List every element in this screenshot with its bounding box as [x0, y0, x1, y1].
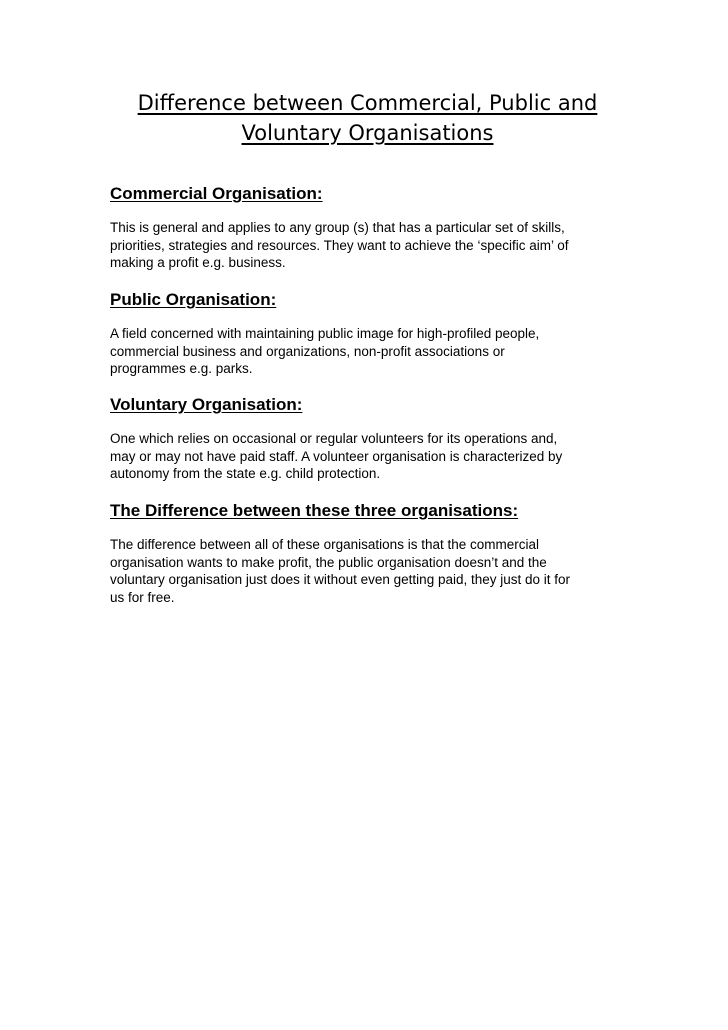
paragraph-line: autonomy from the state e.g. child protection. [110, 466, 381, 481]
section-paragraph [110, 430, 630, 483]
paragraph-line: commercial business and organizations, non-profit associations or [110, 343, 505, 359]
section-public-organisation [110, 289, 630, 378]
section-commercial-organisation [110, 183, 630, 272]
paragraph-line: may or may not have paid staff. A volunteer organisation is characterized by [110, 448, 563, 464]
section-paragraph [110, 325, 630, 378]
paragraph-line: The difference between all of these organisations is that the commercial [110, 537, 539, 552]
document-title [110, 88, 625, 148]
paragraph-line: One which relies on occasional or regular volunteers for its operations and, [110, 431, 558, 446]
section-voluntary-organisation [110, 394, 630, 483]
paragraph-line: making a profit e.g. business. [110, 255, 286, 270]
paragraph-line: organisation wants to make profit, the public organisation doesn’t and the [110, 554, 547, 570]
section-heading: Voluntary Organisation: [110, 395, 303, 414]
section-paragraph [110, 219, 630, 272]
section-heading: The Difference between these three organisations: [110, 501, 519, 520]
paragraph-line: priorities, strategies and resources. They want to achieve the ‘specific aim’ of [110, 237, 569, 253]
title-line: Voluntary Organisations [241, 121, 494, 145]
paragraph-line: A field concerned with maintaining public image for high-profiled people, [110, 326, 540, 341]
section-paragraph [110, 536, 630, 606]
paragraph-line: us for free. [110, 589, 175, 605]
paragraph-line: This is general and applies to any group (s) that has a particular set of skills, [110, 220, 565, 235]
section-heading: Public Organisation: [110, 290, 277, 309]
paragraph-line: programmes e.g. parks. [110, 361, 253, 376]
section-heading: Commercial Organisation: [110, 184, 323, 203]
section-difference [110, 500, 630, 606]
paragraph-line: voluntary organisation just does it without even getting paid, they just do it for [110, 572, 571, 587]
title-line: Difference between Commercial, Public and [137, 91, 598, 115]
